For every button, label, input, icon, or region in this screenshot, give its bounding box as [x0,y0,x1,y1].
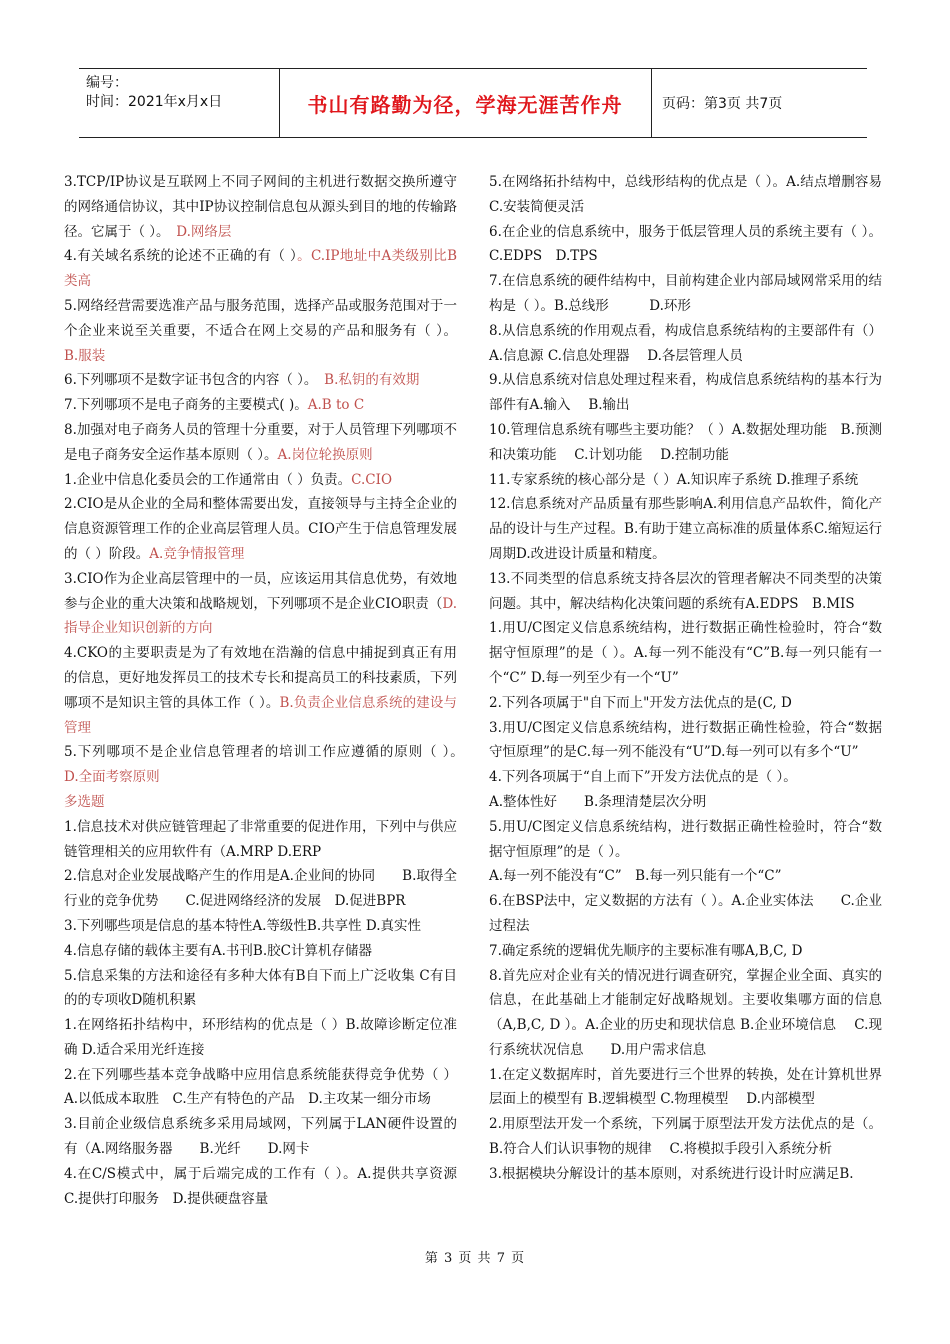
right-question-item: 7.在信息系统的硬件结构中，目前构建企业内部局域网常采用的结构是（ ）。B.总线形 D.环形 [489,273,882,314]
answer-text: B.私钥的有效期 [324,372,420,389]
question-text: 4.有关域名系统的论述不正确的有（ ） [64,248,298,265]
right-question-item: 13.不同类型的信息系统支持各层次的管理者解决不同类型的决策问题。其中，解决结构化决策问题的系统有A.EDPS B.MIS [489,570,882,612]
left-question-item [64,864,457,914]
right-question-item: 6.在BSP法中，定义数据的方法有（ ）。A.企业实体法 C.企业过程法 [489,893,882,934]
left-question-item [64,418,457,468]
answer-text: B.负责企业信息系统的建设与管理 [64,694,457,736]
right-question-item: 5.在网络拓扑结构中，总线形结构的优点是（ ）。A.结点增删容易 C.安装简便灵活 [489,174,896,215]
left-question-item [64,393,457,418]
right-question-item: 11.专家系统的核心部分是（ ）A.知识库子系统 D.推理子系统 [489,471,859,488]
answer-text: 。C.IP地址中A类级别比B类高 [64,248,457,290]
question-text: 3.CIO作为企业高层管理中的一员，应该运用其信息优势，有效地参与企业的重大决策和战略规划，下列哪项不是企业CIO职责（ [64,570,457,612]
left-question-item [64,964,457,1014]
question-text: 4.在C/S模式中，属于后端完成的工作有（ ）。A.提供共享资源 C.提供打印服务 D.提供硬盘容量 [64,1165,484,1207]
page-label: 页码：第3页 共7页 [662,96,783,112]
left-question-item [64,1063,457,1113]
question-text: 8.加强对电子商务人员的管理十分重要，对于人员管理下列哪项不是电子商务安全运作基本原则（ ）。 [64,421,457,463]
left-question-item [64,641,457,740]
left-question-item [64,790,457,815]
right-question-item: 9.从信息系统对信息处理过程来看，构成信息系统结构的基本行为部件有A.输入 B.输出 [489,372,882,414]
right-column [489,170,896,1187]
left-question-item [64,815,457,865]
answer-text: D.网络层 [176,223,232,240]
question-text: 2.CIO是从企业的全局和整体需要出发，直接领导与主持全企业的信息资源管理工作的企业高层管理人员。CIO产生于信息管理发展的（ ）阶段。 [64,496,457,562]
left-question-item [64,492,457,566]
left-question-item [64,1162,484,1212]
question-text: 5.网络经营需要选准产品与服务范围，选择产品或服务范围对于一个企业来说至关重要，不适合在网上交易的产品和服务有（ ）。 [64,297,457,339]
question-text: 3.TCP/IP协议是互联网上不同子网间的主机进行数据交换所遵守的网络通信协议，其中IP协议控制信息包从源头到目的地的传输路径。它属于（ ）。 [64,174,457,240]
right-question-item: A.整体性好 B.条理清楚层次分明 [489,793,707,810]
left-question-item [64,294,457,368]
left-question-item [64,1112,457,1162]
section-heading: 多选题 [64,793,105,810]
left-question-item [64,170,457,244]
question-text: 3.目前企业级信息系统多采用局域网，下列属于LAN硬件设置的有（A.网络服务器 B.光纤 D.网卡 [64,1116,457,1158]
left-question-item [64,567,457,641]
right-question-item: 3.根据模块分解设计的基本原则，对系统进行设计时应满足B. [489,1165,854,1182]
left-question-item [64,244,457,294]
header-info-cell [79,69,280,137]
left-column [64,170,484,1211]
question-text: 5.下列哪项不是企业信息管理者的培训工作应遵循的原则（ ）。 [64,744,471,761]
answer-text: A.B to C [307,397,365,414]
question-text: 6.下列哪项不是数字证书包含的内容（ ）。 [64,372,325,389]
question-text: 1.信息技术对供应链管理起了非常重要的促进作用，下列中与供应链管理相关的应用软件有（A.MRP D.ERP [64,818,457,860]
right-question-item: 12.信息系统对产品质量有那些影响A.利用信息产品软件，简化产品的设计与生产过程。B.有助于建立高标准的质量体系C.缩短运行周期D.改进设计质量和精度。 [489,496,882,562]
left-question-item [64,740,471,790]
answer-text: C.CIO [351,471,393,488]
page-footer: 第 3 页 共 7 页 [424,1251,526,1266]
answer-text: D.全面考察原则 [64,769,160,786]
left-question-item [64,1013,457,1063]
answer-text: A.竞争情报管理 [149,545,245,562]
left-question-item [64,939,457,964]
page-header [79,68,867,138]
right-question-item: 1.用U/C图定义信息系统结构，进行数据正确性检验时，符合“数据守恒原理”的是（ ）。A.每一列不能没有“C”B.每一列只能有一个“C” D.每一列至少有一个“U” [489,620,882,686]
right-question-item: 1.在定义数据库时，首先要进行三个世界的转换，处在计算机世界层面上的模型有 B.逻辑模型 C.物理模型 D.内部模型 [489,1066,882,1108]
question-text: 5.信息采集的方法和途径有多种大体有B自下而上广泛收集 C有目的的专项收D随机积累 [64,967,457,1009]
question-text: 7.下列哪项不是电子商务的主要模式( )。 [64,397,308,414]
time-label: 时间：2021年x月x日 [86,94,223,110]
answer-text: B.服装 [64,347,106,364]
right-question-item: 4.下列各项属于“自上而下”开发方法优点的是（ ）。 [489,769,797,786]
right-question-item: 10.管理信息系统有哪些主要功能？（ ）A.数据处理功能 B.预测和决策功能 C.计划功能 D.控制功能 [489,421,882,463]
left-question-item [64,914,457,939]
question-text: 2.信息对企业发展战略产生的作用是A.企业间的协同 B.取得全行业的竞争优势 C.促进网络经济的发展 D.促进BPR [64,868,457,910]
question-text: 4.CKO的主要职责是为了有效地在浩瀚的信息中捕捉到真正有用的信息，更好地发挥员工的技术专长和提高员工的科技素质，下列哪项不是知识主管的具体工作（ ）。 [64,645,457,711]
answer-text: D.指导企业知识创新的方向 [64,595,457,637]
left-question-item [64,468,457,493]
right-question-item: 8.首先应对企业有关的情况进行调查研究，掌握企业全面、真实的信息，在此基础上才能制定好战略规划。主要收集哪方面的信息（A,B,C, D ）。A.企业的历史和现状信息 B.企业环境信息 C.现行系统状况信息 D.用户需求信息 [489,967,882,1058]
right-question-item: 6.在企业的信息系统中，服务于低层管理人员的系统主要有（ ）。C.EDPS D.TPS [489,223,882,265]
question-text: 1.企业中信息化委员会的工作通常由（ ）负责。 [64,471,352,488]
right-question-item: 2.用原型法开发一个系统，下列属于原型法开发方法优点的是（。B.符合人们认识事物的规律 C.将模拟手段引入系统分析 [489,1116,882,1158]
right-question-item: 2.下列各项属于"自下而上"开发方法优点的是(C, D [489,694,792,711]
right-question-item: 7.确定系统的逻辑优先顺序的主要标准有哪A,B,C, D [489,942,803,959]
right-question-item: 8.从信息系统的作用观点看，构成信息系统结构的主要部件有（）A.信息源 C.信息处理器 D.各层管理人员 [489,322,882,364]
right-question-item: A.每一列不能没有“C” B.每一列只能有一个“C” [489,868,782,885]
motto: 书山有路勤为径，学海无涯苦作舟 [279,69,652,137]
right-question-item: 5.用U/C图定义信息系统结构，进行数据正确性检验时，符合“数据守恒原理”的是（ ）。 [489,818,882,860]
question-text: 3.下列哪些项是信息的基本特性A.等级性B.共享性 D.真实性 [64,917,422,934]
right-question-item: 3.用U/C图定义信息系统结构，进行数据正确性检验，符合“数据守恒原理”的是C.每一列不能没有“U”D.每一列可以有多个“U” [489,719,882,761]
number-label: 编号： [86,75,128,91]
answer-text: A.岗位轮换原则 [277,446,373,463]
question-text: 1.在网络拓扑结构中，环形结构的优点是（ ）B.故障诊断定位准确 D.适合采用光纤连接 [64,1017,457,1058]
left-question-item [64,368,457,393]
question-text: 4.信息存储的载体主要有A.书刊B.胶C计算机存储器 [64,942,372,959]
question-text: 2.在下列哪些基本竞争战略中应用信息系统能获得竞争优势（ ）A.以低成本取胜 C.生产有特色的产品 D.主攻某一细分市场 [64,1066,457,1108]
